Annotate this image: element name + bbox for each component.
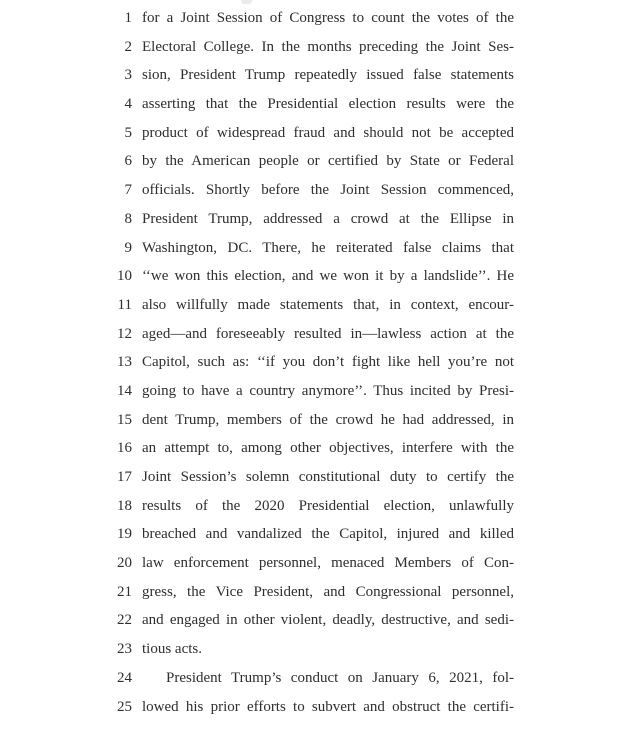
document-line: [0, 234, 627, 263]
document-line: [0, 492, 627, 521]
line-number: 9: [124, 239, 132, 256]
line-text: dent Trump, members of the crowd he had addressed, in: [142, 411, 514, 428]
line-text: an attempt to, among other objectives, interfere with the: [142, 440, 514, 457]
document-line: [0, 606, 627, 635]
document-line: [0, 33, 627, 62]
document-line: [0, 549, 627, 578]
document-line: [0, 90, 627, 119]
line-text: President Trump, addressed a crowd at the Ellipse in: [142, 210, 514, 227]
line-text: also willfully made statements that, in context, encour-: [142, 296, 514, 313]
line-text: aged—and foreseeably resulted in—lawless action at the: [142, 325, 514, 342]
line-number: 19: [117, 526, 132, 543]
line-number: 15: [117, 411, 132, 428]
line-text: Capitol, such as: ‘‘if you don’t fight like hell you’re not: [142, 354, 514, 371]
line-number: 6: [124, 153, 132, 170]
line-text: ‘‘we won this election, and we won it by a landslide’’. He: [142, 268, 514, 285]
document-line: [0, 348, 627, 377]
line-number: 11: [117, 296, 132, 313]
line-text: and engaged in other violent, deadly, destructive, and sedi-: [142, 612, 514, 629]
line-number: 5: [124, 124, 132, 141]
document-line: [0, 205, 627, 234]
document-line: [0, 262, 627, 291]
line-number: 12: [117, 325, 132, 342]
line-text: going to have a country anymore’’. Thus incited by Presi-: [142, 382, 514, 399]
line-number: 21: [117, 583, 132, 600]
line-text: tious acts.: [142, 641, 202, 658]
line-text: results of the 2020 Presidential election, unlawfully: [142, 497, 514, 514]
line-number: 22: [117, 612, 132, 629]
line-number: 23: [117, 641, 132, 658]
line-number: 25: [117, 698, 132, 715]
page-top-cropped-artifact: [241, 0, 252, 4]
line-text: breached and vandalized the Capitol, injured and killed: [142, 526, 514, 543]
line-text: Electoral College. In the months preceding the Joint Ses-: [142, 38, 514, 55]
document-line: [0, 664, 627, 693]
document-line: [0, 693, 627, 722]
line-number: 24: [117, 669, 132, 686]
line-text: officials. Shortly before the Joint Session commenced,: [142, 182, 514, 199]
document-line: [0, 61, 627, 90]
document-line: [0, 434, 627, 463]
line-number: 7: [124, 182, 132, 199]
document-line: [0, 635, 627, 664]
document-line: [0, 377, 627, 406]
line-text: by the American people or certified by State or Federal: [142, 153, 514, 170]
document-line: [0, 578, 627, 607]
line-number: 20: [117, 555, 132, 572]
line-text: President Trump’s conduct on January 6, 2021, fol-: [166, 669, 514, 686]
line-text: lowed his prior efforts to subvert and obstruct the certifi-: [142, 698, 514, 715]
line-number: 8: [124, 210, 132, 227]
document-body-text: [0, 4, 627, 721]
line-number: 17: [117, 469, 132, 485]
document-line: [0, 406, 627, 435]
line-number: 16: [117, 440, 132, 457]
line-text: Washington, DC. There, he reiterated false claims that: [142, 239, 514, 256]
document-line: [0, 291, 627, 320]
line-number: 13: [117, 354, 132, 371]
document-line: [0, 147, 627, 176]
document-line: [0, 4, 627, 33]
line-number: 14: [117, 382, 132, 399]
document-line: [0, 520, 627, 549]
line-text: Joint Session’s solemn constitutional duty to certify the: [142, 469, 514, 485]
line-number: 1: [124, 10, 132, 26]
line-number: 2: [124, 38, 132, 55]
line-number: 4: [124, 96, 132, 113]
line-text: law enforcement personnel, menaced Members of Con-: [142, 555, 514, 572]
line-text: for a Joint Session of Congress to count the votes of the: [142, 10, 514, 26]
line-number: 3: [124, 67, 132, 84]
line-text: gress, the Vice President, and Congressional personnel,: [142, 583, 514, 600]
document-line: [0, 320, 627, 349]
line-text: sion, President Trump repeatedly issued false statements: [142, 67, 514, 84]
document-line: [0, 176, 627, 205]
line-text: product of widespread fraud and should not be accepted: [142, 124, 514, 141]
line-number: 18: [117, 497, 132, 514]
document-line: [0, 119, 627, 148]
document-line: [0, 463, 627, 492]
line-text: asserting that the Presidential election results were the: [142, 96, 514, 113]
line-number: 10: [117, 268, 132, 285]
